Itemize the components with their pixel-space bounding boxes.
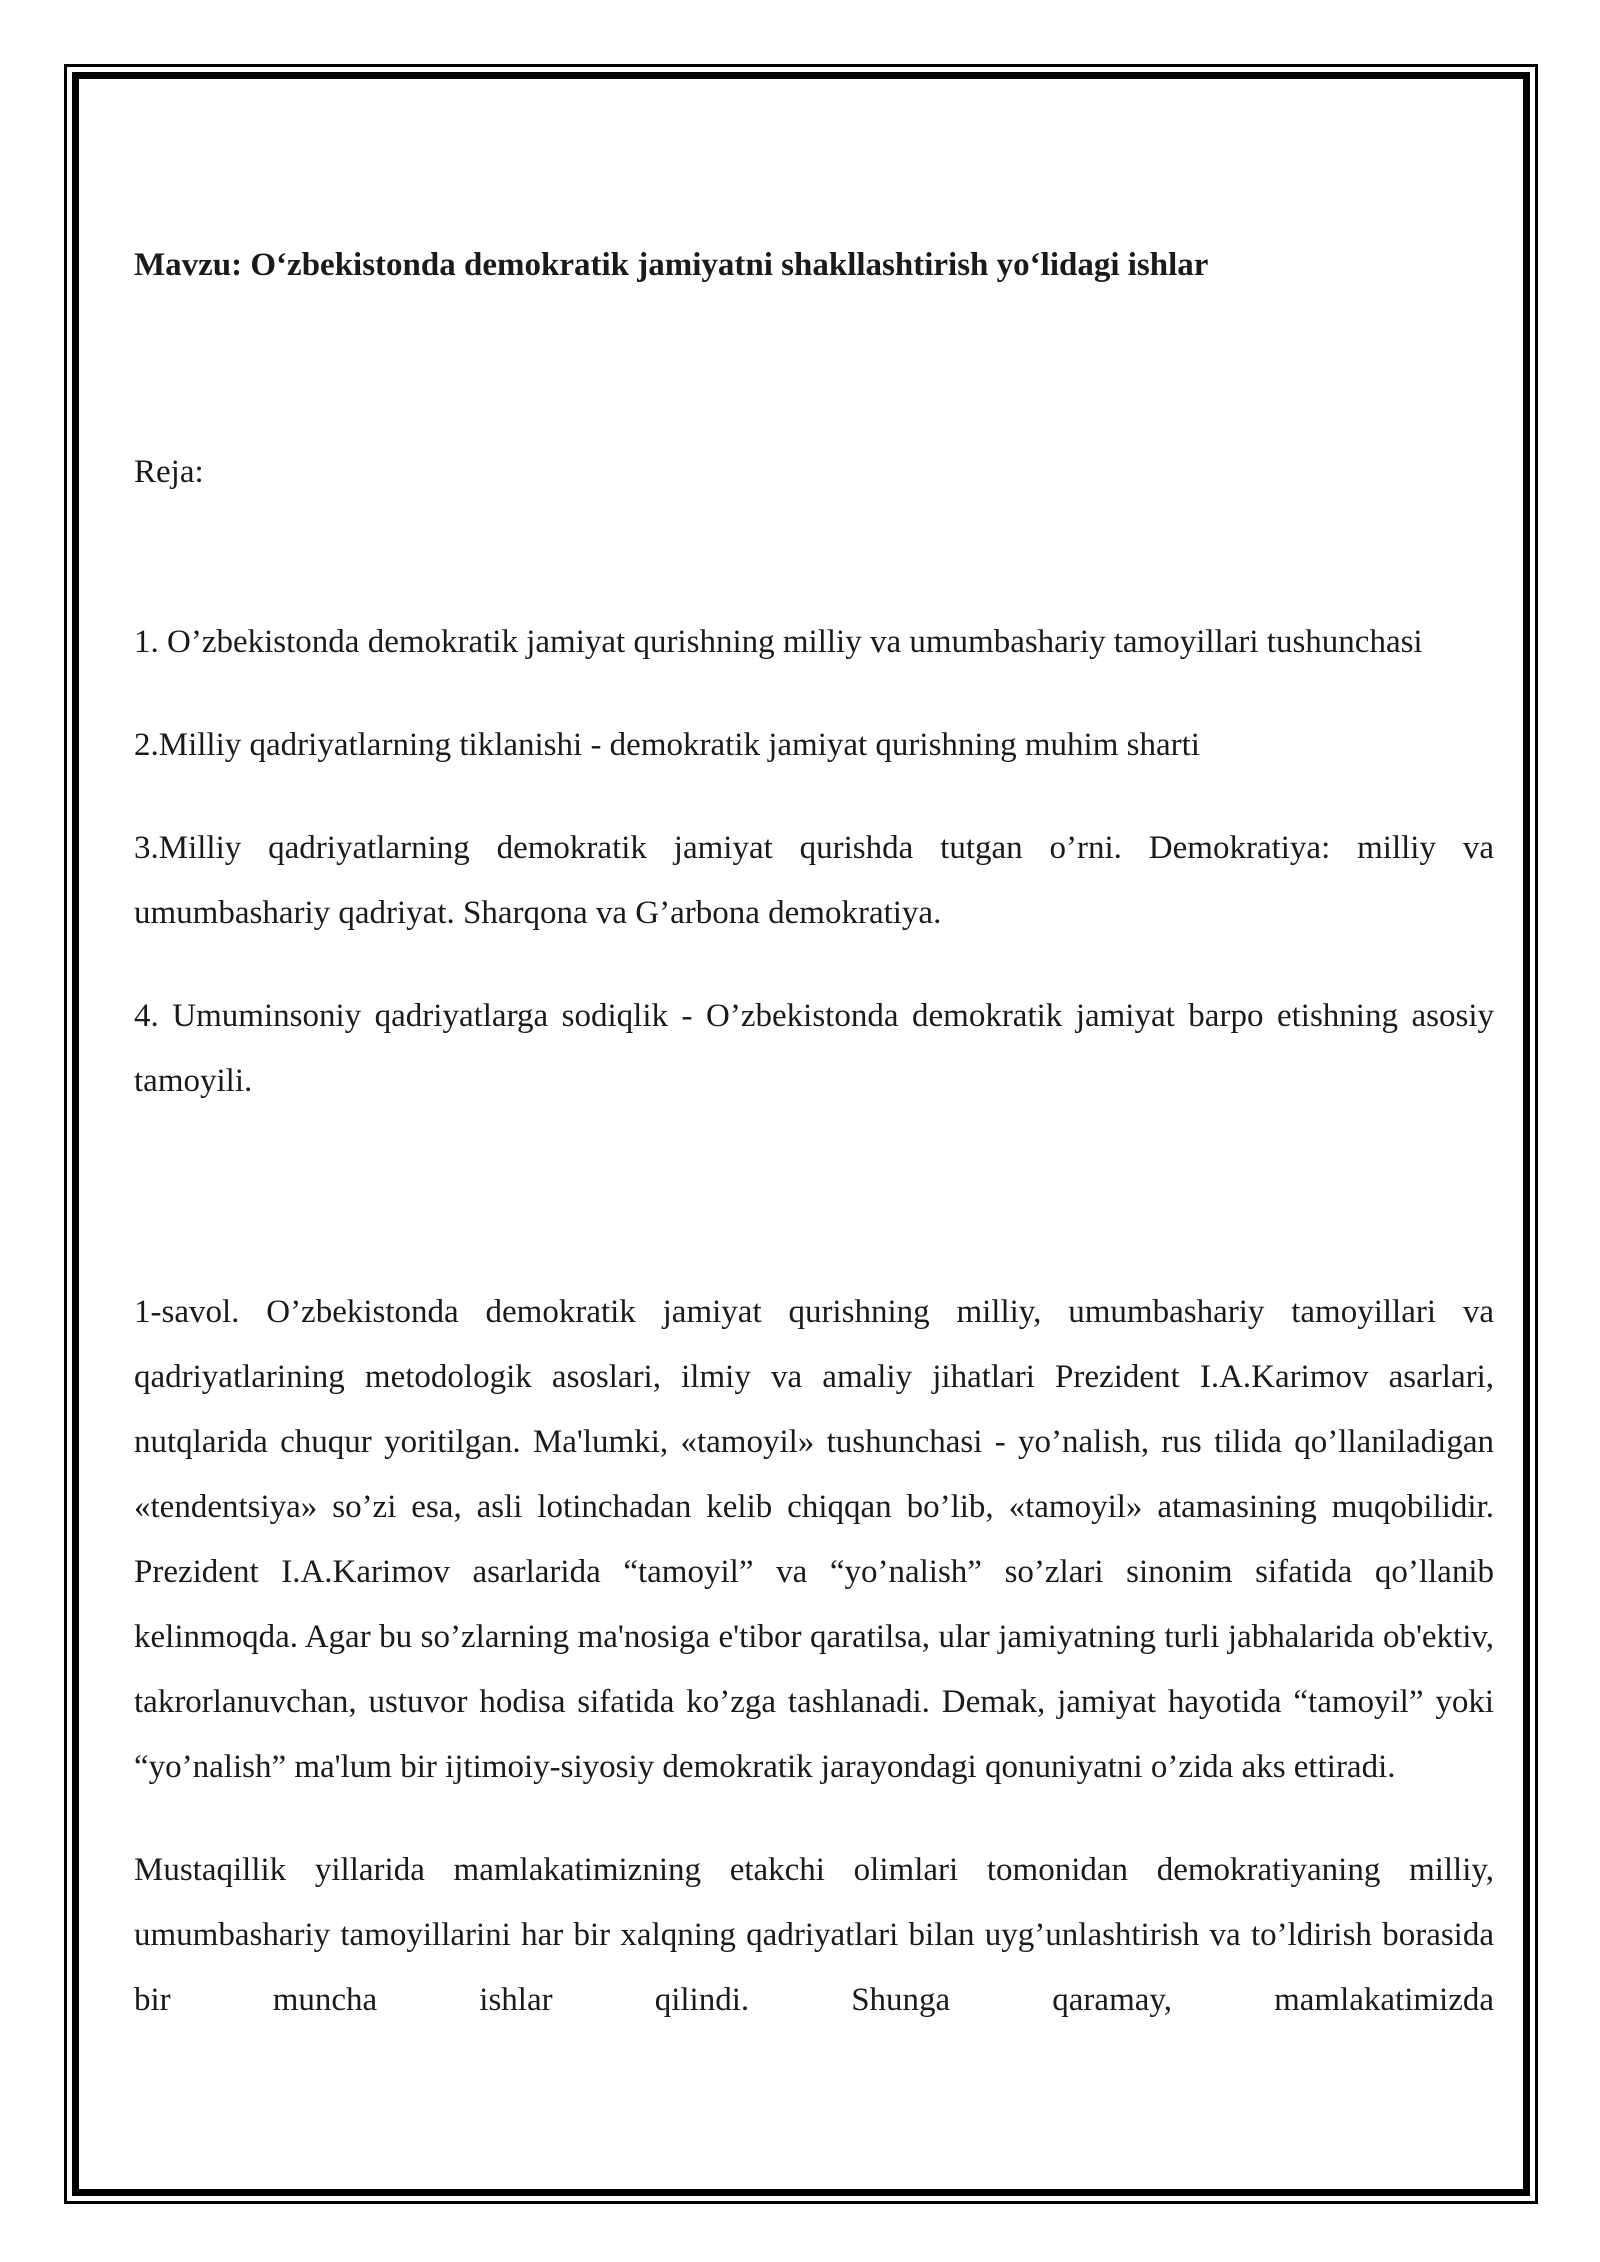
plan-item: 4. Umuminsoniy qadriyatlarga sodiqlik - O’zbekistonda demokratik jamiyat barpo etishning asosiy tamoyili.	[134, 998, 1494, 1099]
plan-list	[134, 610, 1494, 1152]
document-title: Mavzu: O‘zbekistonda demokratik jamiyatni shakllashtirish yo‘lidagi ishlar	[134, 247, 1209, 283]
body-text	[134, 1280, 1494, 2071]
document-content	[134, 230, 1494, 2018]
plan-item: 3.Milliy qadriyatlarning demokratik jamiyat qurishda tutgan o’rni. Demokratiya: milliy va umumbashariy qadriyat. Sharqona va G’arbona demokratiya.	[134, 830, 1494, 931]
plan-item: 2.Milliy qadriyatlarning tiklanishi - demokratik jamiyat qurishning muhim sharti	[134, 727, 1200, 763]
plan-item: 1. O’zbekistonda demokratik jamiyat qurishning milliy va umumbashariy tamoyillari tushunchasi	[134, 624, 1423, 660]
body-paragraph: 1-savol. O’zbekistonda demokratik jamiyat qurishning milliy, umumbashariy tamoyillari va qadriyatlarining metodologik asoslari, ilmiy va amaliy jihatlari Prezident I.A.Karimov asarlari, nutqlarida chuqur yoritilgan. Ma'lumki, «tamoyil» tushunchasi - yo’nalish, rus tilida qo’llaniladigan «tendentsiya» so’zi esa, asli lotinchadan kelib chiqqan bo’lib, «tamoyil» atamasining muqobilidir. Prezident I.A.Karimov asarlarida “tamoyil” va “yo’nalish” so’zlari sinonim sifatida qo’llanib kelinmoqda. Agar bu so’zlarning ma'nosiga e'tibor qaratilsa, ular jamiyatning turli jabhalarida ob'ektiv, takrorlanuvchan, ustuvor hodisa sifatida ko’zga tashlanadi. Demak, jamiyat hayotida “tamoyil” yoki “yo’nalish” ma'lum bir ijtimoiy-siyosiy demokratik jarayondagi qonuniyatni o’zida aks ettiradi.	[134, 1294, 1494, 1785]
body-paragraph: Mustaqillik yillarida mamlakatimizning etakchi olimlari tomonidan demokratiyaning milliy, umumbashariy tamoyillarini har bir xalqning qadriyatlari bilan uyg’unlashtirish va to’ldirish borasida bir muncha ishlar qilindi. Shunga qaramay, mamlakatimizda	[134, 1852, 1494, 2018]
plan-label: Reja:	[134, 454, 204, 490]
